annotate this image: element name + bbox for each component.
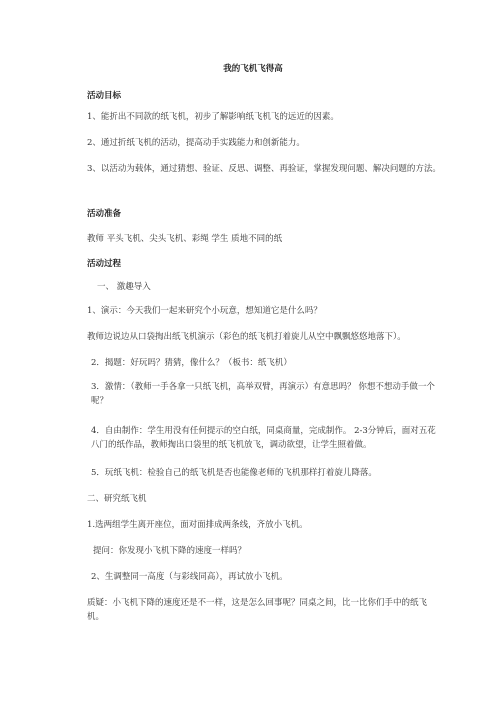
process-step-demo-desc: 教师边说边从口袋掏出纸飞机演示（彩色的纸飞机打着旋儿从空中飘飘悠悠地落下）。 — [87, 332, 406, 342]
goal-item-3: 3、以活动为载体，通过猜想、验证、反思、调整、再验证，掌握发现问题、解决问题的方法。 — [87, 164, 441, 174]
process-heading: 活动过程 — [87, 259, 122, 269]
process-question: 提问：你发现小飞机下降的速度一样吗？ — [93, 546, 247, 556]
process-doubt: 质疑：小飞机下降的速度还是不一样，这是怎么回事呢？同桌之间，比一比你们手中的纸飞机。 — [87, 598, 428, 622]
process-step-play: 5．玩纸飞机：检验自己的纸飞机是否也能像老师的飞机那样打着旋儿降落。 — [91, 468, 377, 478]
goals-heading: 活动目标 — [87, 91, 122, 101]
prep-heading: 活动准备 — [87, 209, 122, 219]
goal-item-1: 1、能折出不同款的纸飞机，初步了解影响纸飞机飞的远近的因素。 — [87, 112, 339, 122]
process-step-adjust: 2、生调整同一高度（与彩线同高），再试放小飞机。 — [91, 572, 288, 582]
process-step-line-up: 1.选两组学生离开座位，面对面排成两条线，齐放小飞机。 — [87, 520, 308, 530]
process-section-2-title: 二、研究纸飞机 — [87, 494, 147, 504]
process-step-reveal: 2．揭题：好玩吗？猜猜，像什么？（板书：纸飞机） — [91, 358, 292, 368]
prep-text: 教师 平头飞机、尖头飞机、彩绳 学生 质地不同的纸 — [87, 234, 283, 244]
goal-item-2: 2、通过折纸飞机的活动，提高动手实践能力和创新能力。 — [87, 138, 305, 148]
process-step-excite: 3．激情：（教师一手各拿一只纸飞机，高举双臂，再演示）有意思吗？ 你想不想动手做一个呢？ — [91, 382, 435, 406]
process-section-1-title: 一、 激趣导入 — [97, 282, 151, 292]
page-title: 我的飞机飞得高 — [223, 64, 283, 74]
process-step-make: 4．自由制作：学生用没有任何提示的空白纸，同桌商量，完成制作。 2-3分钟后，面对五花八门的纸作品，教师掏出口袋里的纸飞机放飞，调动欲望，让学生照着做。 — [91, 426, 436, 450]
document-page — [61, 0, 445, 707]
process-step-demo: 1、演示：今天我们一起来研究个小玩意，想知道它是什么吗？ — [87, 306, 322, 316]
